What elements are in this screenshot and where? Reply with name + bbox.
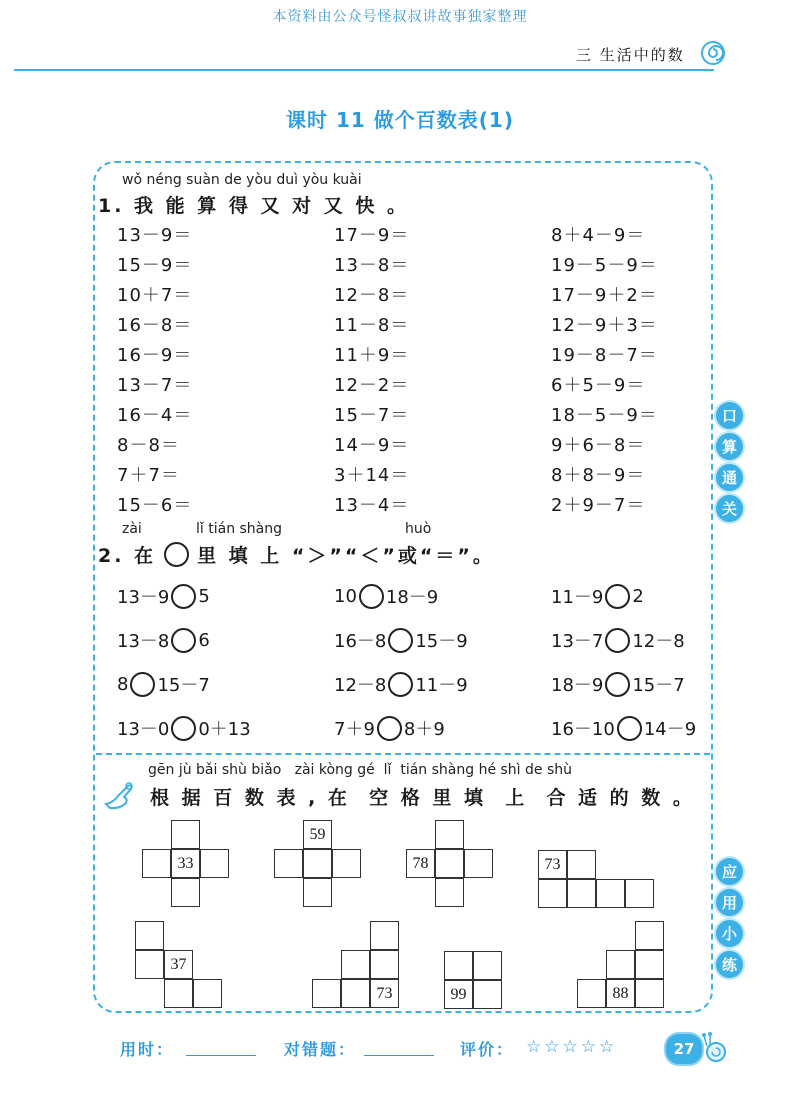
blank-cell[interactable] [171,820,200,849]
equation: 13－7＝ [117,375,193,396]
blank-cell[interactable] [142,849,171,878]
right-expression: 11－9 [415,675,468,696]
blank-cell[interactable] [635,921,664,950]
blank-cell[interactable] [635,950,664,979]
blank-cell[interactable] [164,979,193,1008]
equation: 13－4＝ [334,495,410,516]
side-label-applied [716,858,743,978]
hand-pointer-icon [102,780,136,810]
given-number-cell: 37 [164,950,193,979]
chapter-rule [14,69,714,71]
equation: 12－8＝ [334,285,410,306]
side-char: 通 [716,464,743,491]
top-note: 本资料由公众号怪叔叔讲故事独家整理 [272,9,528,25]
equation: 13－8＝ [334,255,410,276]
answer-circle[interactable] [605,584,630,609]
equation: 16－8＝ [117,315,193,336]
left-expression: 16－10 [551,719,615,740]
equation: 16－9＝ [117,345,193,366]
equation: 13－9＝ [117,225,193,246]
q2-pinyin: zài [122,521,142,537]
errors-label: 对错题： [284,1040,357,1059]
blank-cell[interactable] [274,849,303,878]
page-number: 27 [664,1032,704,1066]
left-expression: 12－8 [334,675,387,696]
blank-cell[interactable] [332,849,361,878]
blank-cell[interactable] [606,950,635,979]
blank-cell[interactable] [200,849,229,878]
answer-circle[interactable] [377,716,402,741]
comparison-item [334,627,468,653]
equation: 16－4＝ [117,405,193,426]
right-expression: 15－7 [157,675,210,696]
q2-title-b: 里 填 上 “＞”“＜”或“＝”。 [197,545,495,567]
chapter-title: 三 生活中的数 [576,46,685,64]
right-expression: 0＋13 [198,719,251,740]
answer-circle[interactable] [388,672,413,697]
equation: 12－9＋3＝ [551,315,658,336]
equation: 19－5－9＝ [551,255,658,276]
equation: 7＋7＝ [117,465,180,486]
left-expression: 13－8 [117,631,170,652]
right-expression: 8＋9 [403,719,445,740]
comparison-item [551,671,685,697]
right-expression: 12－8 [632,631,685,652]
equation: 19－8－7＝ [551,345,658,366]
blank-cell[interactable] [538,879,567,908]
right-expression: 5 [198,585,210,607]
blank-cell[interactable] [473,980,502,1009]
q2-title-a: 2. 在 [98,545,157,567]
right-expression: 15－7 [632,675,685,696]
blank-cell[interactable] [625,879,654,908]
blank-cell[interactable] [435,878,464,907]
left-expression: 10 [334,585,357,607]
lesson-title: 课时 11 做个百数表(1) [286,108,514,132]
given-number-cell: 73 [538,850,567,879]
equation: 12－2＝ [334,375,410,396]
given-number-cell: 59 [303,820,332,849]
equation: 11－8＝ [334,315,410,336]
side-char: 关 [716,495,743,522]
equation: 15－9＝ [117,255,193,276]
side-char: 小 [716,920,743,947]
equation: 11＋9＝ [334,345,410,366]
given-number-cell: 78 [406,849,435,878]
time-label: 用时： [120,1040,175,1059]
blank-cell[interactable] [444,951,473,980]
right-expression: 6 [198,629,210,651]
left-expression: 8 [117,673,129,695]
given-number-cell: 88 [606,979,635,1008]
time-blank[interactable] [186,1055,256,1056]
equation: 3＋14＝ [334,465,410,486]
side-label-oral [716,402,743,522]
snail-icon [698,1030,728,1064]
answer-circle[interactable] [617,716,642,741]
equation: 9＋6－8＝ [551,435,646,456]
equation: 15－7＝ [334,405,410,426]
q3-title: 根 据 百 数 表 , 在 空 格 里 填 上 合 适 的 数 。 [150,787,695,809]
comparison-item [334,715,445,741]
answer-circle[interactable] [605,628,630,653]
blank-cell[interactable] [473,951,502,980]
blank-cell[interactable] [303,878,332,907]
blank-cell[interactable] [435,820,464,849]
equation: 17－9＝ [334,225,410,246]
comparison-item [551,627,685,653]
answer-circle[interactable] [171,584,196,609]
equation: 15－6＝ [117,495,193,516]
errors-blank[interactable] [364,1055,434,1056]
comparison-item [117,627,210,653]
left-expression: 18－9 [551,675,604,696]
right-expression: 14－9 [643,719,697,740]
rating-stars[interactable]: ☆☆☆☆☆ [526,1037,618,1057]
comparison-item [117,671,210,697]
equation: 17－9＋2＝ [551,285,658,306]
answer-circle[interactable] [359,584,384,609]
equation: 2＋9－7＝ [551,495,646,516]
blank-cell[interactable] [567,850,596,879]
right-expression: 15－9 [415,631,468,652]
right-expression: 2 [632,585,644,607]
circle-icon [164,542,189,567]
blank-cell[interactable] [135,921,164,950]
q2-title [98,541,495,568]
comparison-item [334,671,468,697]
blank-cell[interactable] [435,849,464,878]
blank-cell[interactable] [370,921,399,950]
blank-cell[interactable] [303,849,332,878]
blank-cell[interactable] [635,979,664,1008]
given-number-cell: 33 [171,849,200,878]
blank-cell[interactable] [577,979,606,1008]
blank-cell[interactable] [596,879,625,908]
equation: 14－9＝ [334,435,410,456]
rating-label: 评价： [460,1040,515,1059]
comparison-item [117,583,210,609]
given-number-cell: 73 [370,979,399,1008]
left-expression: 16－8 [334,631,387,652]
side-char: 用 [716,889,743,916]
right-expression: 18－9 [385,587,439,608]
left-expression: 7＋9 [334,719,375,740]
blank-cell[interactable] [341,979,370,1008]
blank-cell[interactable] [193,979,222,1008]
comparison-item [551,583,644,609]
left-expression: 13－9 [117,587,170,608]
side-char: 应 [716,858,743,885]
spiral-icon [700,40,726,66]
side-char: 算 [716,433,743,460]
equation: 6＋5－9＝ [551,375,646,396]
blank-cell[interactable] [135,950,164,979]
left-expression: 13－0 [117,719,170,740]
blank-cell[interactable] [464,849,493,878]
blank-cell[interactable] [171,878,200,907]
q3-pinyin: gēn jù bǎi shù biǎo zài kòng gé lǐ tián shàng hé shì de shù [148,762,573,778]
blank-cell[interactable] [370,950,399,979]
comparison-item [551,715,696,741]
answer-circle[interactable] [130,672,155,697]
blank-cell[interactable] [567,879,596,908]
comparison-item [117,715,251,741]
given-number-cell: 99 [444,980,473,1009]
left-expression: 13－7 [551,631,604,652]
equation: 8＋8－9＝ [551,465,646,486]
q2-pinyin: lǐ tián shàng [196,521,283,537]
section-divider [96,753,710,755]
q1-title: 1. 我 能 算 得 又 对 又 快 。 [98,195,409,217]
equation: 10＋7＝ [117,285,193,306]
equation: 8－8＝ [117,435,180,456]
answer-circle[interactable] [605,672,630,697]
left-expression: 11－9 [551,587,604,608]
comparison-item [334,583,438,609]
blank-cell[interactable] [341,950,370,979]
q2-pinyin: huò [405,521,432,537]
answer-circle[interactable] [171,716,196,741]
blank-cell[interactable] [312,979,341,1008]
side-char: 练 [716,951,743,978]
answer-circle[interactable] [171,628,196,653]
side-char: 口 [716,402,743,429]
equation: 8＋4－9＝ [551,225,646,246]
q1-pinyin: wǒ néng suàn de yòu duì yòu kuài [122,172,362,188]
answer-circle[interactable] [388,628,413,653]
equation: 18－5－9＝ [551,405,658,426]
